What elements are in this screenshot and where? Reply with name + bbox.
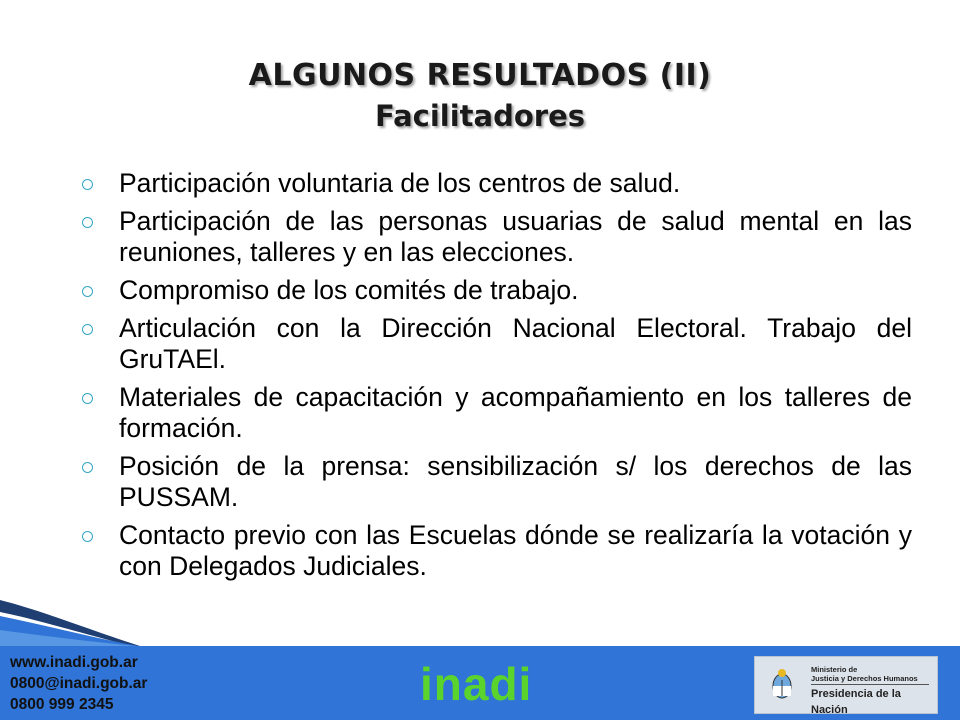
ministry-text <box>811 665 937 718</box>
circle-bullet-icon <box>82 462 93 473</box>
ministry-logo <box>754 656 938 714</box>
website-link[interactable]: www.inadi.gob.ar <box>10 654 138 671</box>
circle-bullet-icon <box>82 179 93 190</box>
ministry-line3: Presidencia de la Nación <box>811 688 901 716</box>
circle-bullet-icon <box>82 393 93 404</box>
list-item-text: Participación de las personas usuarias de salud mental en las reuniones, talleres y en las elecciones. <box>119 206 912 267</box>
circle-bullet-icon <box>82 531 93 542</box>
list-item-text: Participación voluntaria de los centros de salud. <box>119 168 681 198</box>
list-item-text: Contacto previo con las Escuelas dónde se realizaría la votación y con Delegados Judiciales. <box>119 520 912 581</box>
footer-contact <box>10 652 147 715</box>
phone-number: 0800 999 2345 <box>10 696 114 713</box>
decorative-wave <box>0 560 960 660</box>
list-item <box>82 275 912 306</box>
list-item-text: Articulación con la Dirección Nacional Electoral. Trabajo del GruTAEl. <box>119 313 912 374</box>
list-item <box>82 313 912 375</box>
slide-title <box>0 56 960 136</box>
inadi-logo: inadi <box>420 658 533 710</box>
bullet-list <box>82 168 912 589</box>
email-link[interactable]: 0800@inadi.gob.ar <box>10 675 148 692</box>
title-subtitle: Facilitadores <box>374 99 586 133</box>
list-item-text: Materiales de capacitación y acompañamiento en los talleres de formación. <box>119 382 912 443</box>
list-item <box>82 168 912 199</box>
list-item-text: Compromiso de los comités de trabajo. <box>119 275 579 305</box>
title-main: ALGUNOS RESULTADOS (II) <box>248 58 712 93</box>
list-item <box>82 206 912 268</box>
circle-bullet-icon <box>82 324 93 335</box>
circle-bullet-icon <box>82 217 93 228</box>
coat-of-arms-icon <box>771 667 793 701</box>
list-item <box>82 382 912 444</box>
divider <box>811 684 929 685</box>
ministry-line1: Ministerio de <box>811 665 858 674</box>
list-item-text: Posición de la prensa: sensibilización s/ los derechos de las PUSSAM. <box>119 451 912 512</box>
list-item <box>82 451 912 513</box>
circle-bullet-icon <box>82 286 93 297</box>
ministry-line2: Justicia y Derechos Humanos <box>811 674 918 683</box>
